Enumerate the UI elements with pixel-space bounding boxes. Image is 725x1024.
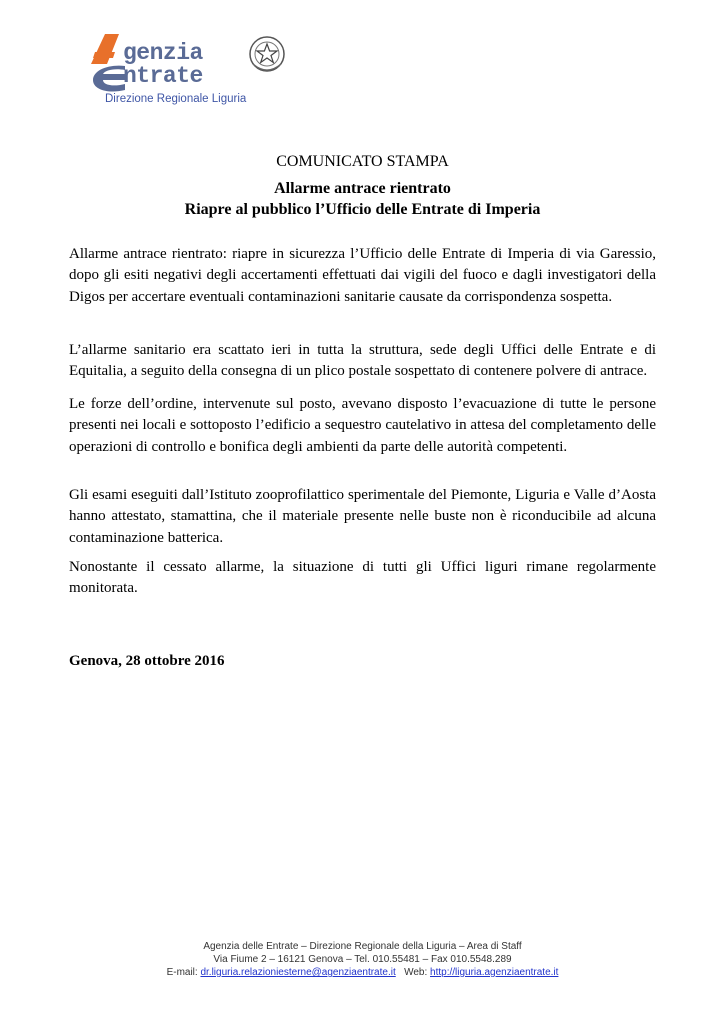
email-label: E-mail: xyxy=(166,967,201,978)
footer-line-1: Agenzia delle Entrate – Direzione Regionale della Liguria – Area di Staff xyxy=(203,941,522,952)
footer-line-3 xyxy=(0,967,725,980)
logo-text-entrate: ntrate xyxy=(123,63,203,89)
web-link[interactable]: http://liguria.agenziaentrate.it xyxy=(430,967,559,978)
italian-emblem-icon xyxy=(247,34,287,76)
title-line-1: Allarme antrace rientrato xyxy=(274,180,451,197)
paragraph-5: Nonostante il cessato allarme, la situazione di tutti gli Uffici liguri rimane regolarmente monitorata. xyxy=(69,559,656,597)
logo-subtitle: Direzione Regionale Liguria xyxy=(105,93,247,105)
date-line: Genova, 28 ottobre 2016 xyxy=(69,653,225,669)
web-label: Web: xyxy=(404,967,431,978)
agenzia-entrate-logo xyxy=(85,30,285,110)
footer-line-2: Via Fiume 2 – 16121 Genova – Tel. 010.55481 – Fax 010.5548.289 xyxy=(213,954,512,965)
paragraph-2: L’allarme sanitario era scattato ieri in tutta la struttura, sede degli Uffici delle Entrate e di Equitalia, a seguito della consegna di un plico postale sospettato di contenere polvere di antrace. xyxy=(69,342,656,380)
title-line-2: Riapre al pubblico l’Ufficio delle Entrate di Imperia xyxy=(184,201,541,218)
logo-text-agenzia: genzia xyxy=(123,40,203,66)
press-release-kicker: COMUNICATO STAMPA xyxy=(276,153,449,170)
paragraph-3: Le forze dell’ordine, intervenute sul posto, avevano disposto l’evacuazione di tutte le persone presenti nei locali e sottoposto l’edificio a sequestro cautelativo in attesa del completamento delle operazioni di controllo e bonifica degli ambienti da parte delle autorità competenti. xyxy=(69,396,656,455)
paragraph-1: Allarme antrace rientrato: riapre in sicurezza l’Ufficio delle Entrate di Imperia di via Garessio, dopo gli esiti negativi degli accertamenti effettuati dai vigili del fuoco e dagli investigatori della Digos per accertare eventuali contaminazioni sanitarie causate da corrispondenza sospetta. xyxy=(69,246,656,305)
email-link[interactable]: dr.liguria.relazioniesterne@agenziaentrate.it xyxy=(200,967,396,978)
paragraph-4: Gli esami eseguiti dall’Istituto zooprofilattico sperimentale del Piemonte, Liguria e Valle d’Aosta hanno attestato, stamattina, che il materiale presente nelle buste non è riconducibile ad alcuna contaminazione batterica. xyxy=(69,487,656,546)
